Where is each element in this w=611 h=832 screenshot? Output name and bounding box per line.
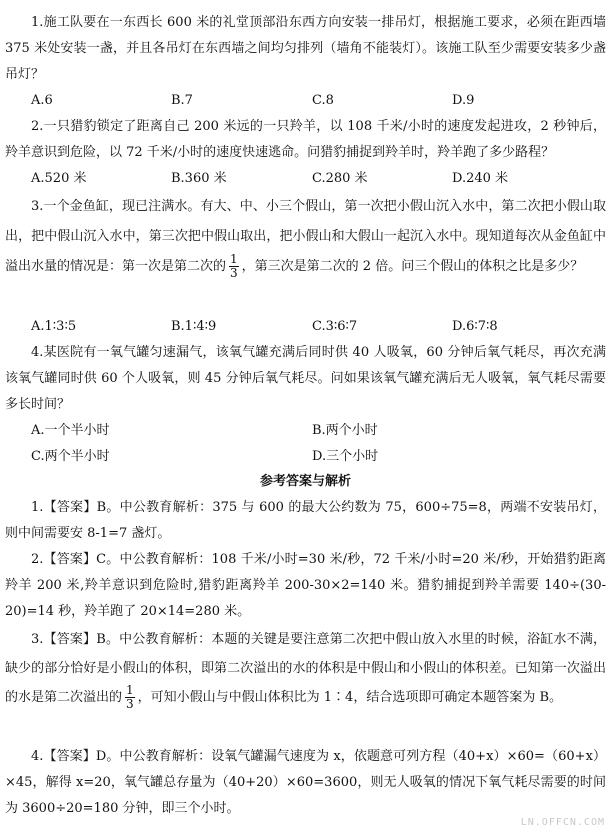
question-1-options xyxy=(31,88,591,114)
q2-option-a: A.520 米 xyxy=(31,171,87,186)
question-3-options xyxy=(31,314,591,340)
a3-fraction xyxy=(125,684,135,711)
q3-option-c: C.3∶6∶7 xyxy=(312,319,358,334)
q2-option-c: C.280 米 xyxy=(312,171,368,186)
q3-fraction-numerator: 1 xyxy=(230,252,238,266)
q4-option-d: D.三个小时 xyxy=(312,449,379,464)
q4-option-c: C.两个半小时 xyxy=(31,449,110,464)
q3-option-b: B.1∶4∶9 xyxy=(171,319,217,334)
q3-text-part-b: ，第三次是第二次的 2 倍。问三个假山的体积之比是多少？ xyxy=(241,259,584,274)
q2-option-b: B.360 米 xyxy=(171,171,227,186)
q1-option-b: B.7 xyxy=(171,93,193,108)
question-3-text xyxy=(5,192,606,282)
question-1-text: 1.施工队要在一东西长 600 米的礼堂顶部沿东西方向安装一排吊灯，根据施工要求，必须在距西墙 375 米处安装一盏，并且各吊灯在东西墙之间均匀排列（墙角不能装灯）。该施工队至少需要安装多少盏吊灯？ xyxy=(5,15,606,82)
q2-option-d: D.240 米 xyxy=(452,171,509,186)
question-2-options xyxy=(31,166,591,192)
q3-option-a: A.1∶3∶5 xyxy=(31,319,77,334)
question-2-text: 2.一只猎豹锁定了距离自己 200 米远的一只羚羊，以 108 千米/小时的速度发起进攻，2 秒钟后，羚羊意识到危险，以 72 千米/小时的速度快速逃命。问猎豹捕捉到羚羊时，羚羊跑了多少路程？ xyxy=(5,119,606,160)
answer-3-text xyxy=(5,625,606,712)
answer-1-text: 1.【答案】B。中公教育解析：375 与 600 的最大公约数为 75，600÷75=8，两端不安装吊灯，则中间需要安 8-1=7 盏灯。 xyxy=(5,500,606,541)
q3-option-d: D.6∶7∶8 xyxy=(452,319,498,334)
question-4-options-row-2 xyxy=(31,444,591,470)
a3-text-part-a: 3.【答案】B。中公教育解析：本题的关键是要注意第二次把中假山放入水里的时候，浴缸水不满，缺少的部分恰好是小假山的体积，即第二次溢出的水的体积是中假山和小假山的体积差。已知第一次溢出的水是第二次溢出的 xyxy=(5,632,606,705)
answer-4-text: 4.【答案】D。中公教育解析：设氧气罐漏气速度为 x，依题意可列方程（40+x）×60=（60+x）×45，解得 x=20，氧气罐总存量为（40+20）×60=3600，则无人吸氧的情况下氧气耗尽需要的时间为 3600÷20=180 分钟，即三个小时。 xyxy=(5,749,606,816)
q3-text-part-a: 3.一个金鱼缸，现已注满水。有大、中、小三个假山，第一次把小假山沉入水中，第二次把小假山取出，把中假山沉入水中，第三次把中假山取出，把小假山和大假山一起沉入水中。现知道每次从金鱼缸中溢出水量的情况是：第一次是第二次的 xyxy=(5,199,606,274)
q3-fraction xyxy=(229,253,239,280)
a3-fraction-denominator: 3 xyxy=(126,697,134,711)
a3-text-part-b: ，可知小假山与中假山体积比为 1∶4，结合选项即可确定本题答案为 B。 xyxy=(137,690,563,705)
q3-fraction-denominator: 3 xyxy=(230,266,238,280)
question-4-options-row-1 xyxy=(31,418,591,444)
answers-heading: 参考答案与解析 xyxy=(259,474,351,489)
a3-fraction-numerator: 1 xyxy=(126,683,134,697)
q1-option-c: C.8 xyxy=(312,93,334,108)
q1-option-a: A.6 xyxy=(31,93,53,108)
question-4-text: 4.某医院有一氧气罐匀速漏气，该氧气罐充满后同时供 40 人吸氧，60 分钟后氧气耗尽，再次充满该氧气罐同时供 60 个人吸氧，则 45 分钟后氧气耗尽。问如果该氧气罐充满后无人吸氧，氧气耗尽需要多长时间？ xyxy=(5,345,606,412)
q4-option-a: A.一个半小时 xyxy=(31,423,110,438)
answer-2-text: 2.【答案】C。中公教育解析：108 千米/小时=30 米/秒，72 千米/小时=20 米/秒，开始猎豹距离羚羊 200 米,羚羊意识到危险时,猎豹距离羚羊 200-30×2=140 米。猎豹捕捉到羚羊需要 140÷(30-20)=14 秒，羚羊跑了 20×14=280 米。 xyxy=(5,552,606,619)
q1-option-d: D.9 xyxy=(452,93,475,108)
q4-option-b: B.两个小时 xyxy=(312,423,378,438)
site-watermark: LN.OFFCN.COM xyxy=(520,817,605,828)
